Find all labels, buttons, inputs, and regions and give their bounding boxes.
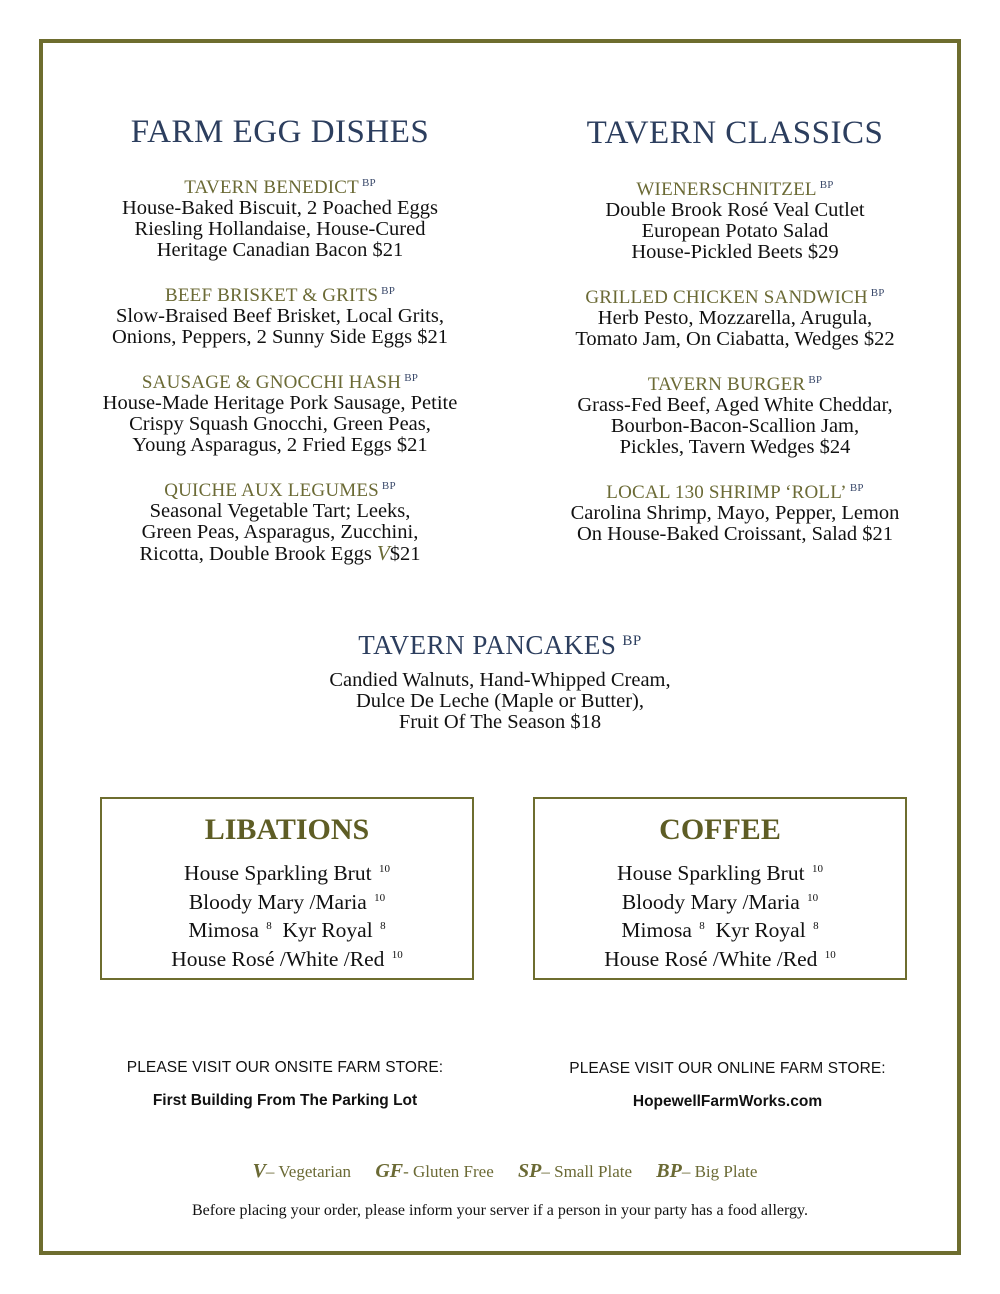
legend-small-plate: SP– Small Plate: [518, 1160, 633, 1182]
item-description: House-Baked Biscuit, 2 Poached Eggs Riesling Hollandaise, House-Cured Heritage Canadian Bacon $21: [122, 197, 438, 261]
drink-price: 8: [380, 920, 386, 932]
drink-line: House Rosé /White /Red $^{10}$: [171, 946, 403, 971]
menu-item-local-130-shrimp-roll: [520, 478, 950, 545]
drink-line: Mimosa $^8$ Kyr Royal $^8$: [188, 918, 386, 942]
drink-price: 10: [811, 863, 823, 875]
item-name: TAVERN BENEDICT: [184, 177, 359, 198]
drink-price: 8: [813, 920, 819, 932]
section-title-farm-egg-dishes: FARM EGG DISHES: [130, 114, 430, 150]
vegetarian-tag: V: [376, 541, 390, 565]
drink-line: House Sparkling Brut $^{10}$: [617, 861, 823, 885]
coffee-box: [533, 797, 907, 980]
diet-legend: [200, 1158, 810, 1185]
allergy-notice: Before placing your order, please inform your server if a person in your party has a food allergy.: [191, 1202, 809, 1219]
menu-item-sausage-gnocchi-hash: [60, 368, 500, 456]
legend-vegetarian: V– Vegetarian: [252, 1160, 352, 1182]
libations-box: [100, 797, 474, 980]
item-name: GRILLED CHICKEN SANDWICH: [585, 287, 868, 308]
item-description: Double Brook Rosé Veal Cutlet European Potato Salad House-Pickled Beets $29: [605, 199, 865, 263]
drink-price: 10: [807, 891, 819, 904]
item-name: WIENERSCHNITZEL: [636, 179, 817, 200]
menu-item-wienerschnitzel: [520, 175, 950, 263]
section-title-coffee: COFFEE: [659, 813, 781, 846]
big-plate-tag: BP: [381, 285, 396, 297]
menu-item-beef-brisket-grits: [60, 281, 500, 348]
drink-price: 8: [699, 920, 705, 932]
drink-price: 8: [266, 920, 272, 932]
big-plate-tag: BP: [622, 633, 642, 649]
item-description: Grass-Fed Beef, Aged White Cheddar, Bourbon-Bacon-Scallion Jam, Pickles, Tavern Wedges $24: [577, 394, 893, 458]
legend-gluten-free: GF- Gluten Free: [375, 1160, 494, 1182]
item-name: LOCAL 130 SHRIMP ‘ROLL’: [606, 482, 847, 503]
item-description: Herb Pesto, Mozzarella, Arugula, Tomato Jam, On Ciabatta, Wedges $22: [575, 307, 895, 350]
item-description: Slow-Braised Beef Brisket, Local Grits, Onions, Peppers, 2 Sunny Side Eggs $21: [112, 305, 448, 348]
store-label: PLEASE VISIT OUR ONLINE FARM STORE:: [569, 1060, 886, 1077]
legend-big-plate: BP– Big Plate: [656, 1160, 758, 1182]
menu-item-grilled-chicken-sandwich: [520, 283, 950, 350]
store-location: First Building From The Parking Lot: [152, 1092, 418, 1109]
drink-price: 10: [391, 948, 403, 961]
drink-line: Mimosa $^8$ Kyr Royal $^8$: [621, 918, 819, 942]
item-name: BEEF BRISKET & GRITS: [164, 285, 379, 306]
online-farm-store: [540, 1059, 915, 1112]
drink-price: 10: [374, 891, 386, 904]
big-plate-tag: BP: [361, 177, 376, 189]
item-name: SAUSAGE & GNOCCHI HASH: [141, 372, 402, 393]
item-description: House-Made Heritage Pork Sausage, Petite Crispy Squash Gnocchi, Green Peas, Young Asparagus, 2 Fried Eggs $21: [102, 392, 458, 456]
store-label: PLEASE VISIT OUR ONSITE FARM STORE:: [126, 1059, 444, 1076]
item-name: TAVERN BURGER: [647, 374, 806, 395]
item-description: Candied Walnuts, Hand-Whipped Cream, Dulce De Leche (Maple or Butter), Fruit Of The Season $18: [329, 669, 671, 733]
tavern-pancakes-section: [200, 624, 800, 733]
onsite-farm-store: [100, 1058, 470, 1111]
big-plate-tag: BP: [849, 482, 864, 494]
menu-item-tavern-benedict: [60, 173, 500, 261]
big-plate-tag: BP: [819, 179, 834, 191]
big-plate-tag: BP: [381, 480, 396, 492]
item-description: Carolina Shrimp, Mayo, Pepper, Lemon On House-Baked Croissant, Salad $21: [570, 502, 900, 545]
drink-price: 10: [378, 863, 390, 875]
menu-item-quiche-aux-legumes: [60, 476, 500, 565]
section-title-tavern-classics: TAVERN CLASSICS: [586, 115, 884, 151]
store-website-link[interactable]: HopewellFarmWorks.com: [632, 1093, 823, 1110]
item-name: QUICHE AUX LEGUMES: [164, 480, 379, 501]
item-price: $21: [389, 543, 421, 565]
farm-egg-dishes-section: [60, 112, 500, 585]
drink-line: Bloody Mary /Maria $^{10}$: [621, 889, 819, 914]
section-title-libations: LIBATIONS: [204, 813, 370, 846]
drink-price: 10: [824, 948, 836, 961]
big-plate-tag: BP: [808, 374, 823, 386]
big-plate-tag: BP: [870, 287, 885, 299]
item-description: Seasonal Vegetable Tart; Leeks, Green Peas, Asparagus, Zucchini, Ricotta, Double Brook Eggs V$21: [139, 500, 421, 565]
big-plate-tag: BP: [404, 372, 419, 384]
drink-line: House Sparkling Brut $^{10}$: [184, 861, 390, 885]
section-title-tavern-pancakes: TAVERN PANCAKES: [358, 630, 617, 660]
drink-line: House Rosé /White /Red $^{10}$: [604, 946, 836, 971]
tavern-classics-section: [520, 113, 950, 565]
drink-line: Bloody Mary /Maria $^{10}$: [188, 889, 386, 914]
menu-item-tavern-burger: [520, 370, 950, 458]
